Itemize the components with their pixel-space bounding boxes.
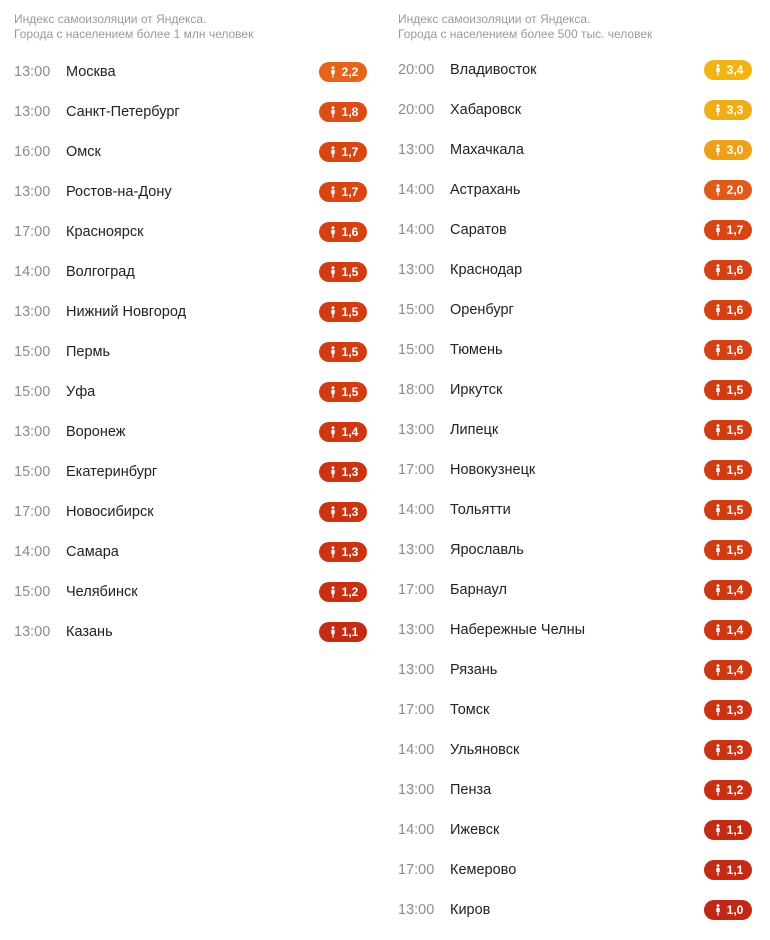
city-row (398, 450, 754, 490)
index-value: 3,0 (726, 143, 744, 157)
update-time: 13:00 (14, 624, 51, 640)
city-name: Краснодар (450, 262, 523, 278)
self-isolation-index-badge (319, 582, 367, 602)
person-icon (330, 106, 336, 118)
self-isolation-index-badge (704, 700, 752, 720)
person-icon (330, 506, 336, 518)
city-row (398, 50, 754, 90)
update-time: 17:00 (14, 224, 51, 240)
update-time: 13:00 (398, 142, 435, 158)
city-name: Махачкала (450, 142, 524, 158)
city-name: Ижевск (450, 822, 500, 838)
index-value: 1,7 (341, 185, 359, 199)
person-icon (330, 66, 336, 78)
update-time: 15:00 (14, 584, 51, 600)
update-time: 14:00 (14, 264, 51, 280)
city-name: Воронеж (66, 424, 126, 440)
city-name: Самара (66, 544, 119, 560)
person-icon (330, 426, 336, 438)
city-name: Новокузнецк (450, 462, 536, 478)
update-time: 13:00 (398, 622, 435, 638)
index-value: 1,3 (341, 465, 359, 479)
city-row (14, 92, 369, 132)
update-time: 14:00 (14, 544, 51, 560)
index-value: 1,5 (726, 463, 744, 477)
update-time: 14:00 (398, 742, 435, 758)
city-name: Пенза (450, 782, 492, 798)
city-row (398, 170, 754, 210)
self-isolation-index-badge (704, 740, 752, 760)
right-panel-header (398, 12, 754, 52)
person-icon (330, 186, 336, 198)
city-row (398, 330, 754, 370)
self-isolation-index-badge (319, 142, 367, 162)
self-isolation-index-badge (704, 540, 752, 560)
update-time: 13:00 (14, 64, 51, 80)
person-icon (330, 586, 336, 598)
index-value: 1,8 (341, 105, 359, 119)
index-value: 1,5 (726, 543, 744, 557)
person-icon (715, 184, 721, 196)
city-name: Ростов-на-Дону (66, 184, 172, 200)
left-panel-header (14, 12, 369, 52)
city-name: Пермь (66, 344, 111, 360)
city-row (398, 210, 754, 250)
person-icon (330, 546, 336, 558)
update-time: 17:00 (14, 504, 51, 520)
city-name: Новосибирск (66, 504, 154, 520)
update-time: 13:00 (14, 424, 51, 440)
update-time: 20:00 (398, 102, 435, 118)
index-value: 1,5 (726, 423, 744, 437)
index-value: 1,2 (341, 585, 359, 599)
city-name: Тольятти (450, 502, 511, 518)
person-icon (715, 304, 721, 316)
city-name: Астрахань (450, 182, 521, 198)
index-value: 1,5 (341, 305, 359, 319)
update-time: 13:00 (14, 184, 51, 200)
index-value: 1,1 (726, 863, 744, 877)
right-header-subtitle: Города с населением более 500 тыс. человек (398, 27, 653, 41)
person-icon (715, 904, 721, 916)
index-value: 1,6 (726, 303, 744, 317)
index-value: 1,4 (726, 583, 744, 597)
person-icon (330, 146, 336, 158)
city-row (14, 212, 369, 252)
right-ranking-panel (398, 12, 754, 930)
update-time: 15:00 (14, 384, 51, 400)
city-name: Волгоград (66, 264, 135, 280)
city-row (14, 132, 369, 172)
city-row (14, 332, 369, 372)
update-time: 15:00 (14, 464, 51, 480)
index-value: 1,4 (341, 425, 359, 439)
self-isolation-index-badge (319, 182, 367, 202)
person-icon (330, 346, 336, 358)
self-isolation-index-badge (704, 580, 752, 600)
city-row (398, 730, 754, 770)
index-value: 1,5 (726, 503, 744, 517)
self-isolation-index-badge (319, 422, 367, 442)
index-value: 1,5 (341, 385, 359, 399)
update-time: 13:00 (398, 262, 435, 278)
city-row (398, 250, 754, 290)
person-icon (330, 306, 336, 318)
city-row (398, 410, 754, 450)
city-row (14, 572, 369, 612)
update-time: 15:00 (14, 344, 51, 360)
city-name: Оренбург (450, 302, 514, 318)
city-row (398, 530, 754, 570)
right-header-title: Индекс самоизоляции от Яндекса. (398, 12, 591, 26)
city-name: Хабаровск (450, 102, 522, 118)
person-icon (715, 784, 721, 796)
self-isolation-index-badge (704, 460, 752, 480)
city-row (14, 612, 369, 652)
person-icon (330, 386, 336, 398)
city-name: Липецк (450, 422, 499, 438)
city-row (14, 452, 369, 492)
self-isolation-index-badge (319, 102, 367, 122)
city-row (398, 850, 754, 890)
city-row (14, 372, 369, 412)
update-time: 17:00 (398, 862, 435, 878)
index-value: 1,5 (341, 265, 359, 279)
index-value: 2,0 (726, 183, 744, 197)
city-row (14, 172, 369, 212)
city-name: Казань (66, 624, 113, 640)
index-value: 1,6 (726, 263, 744, 277)
index-value: 1,2 (726, 783, 744, 797)
city-row (398, 290, 754, 330)
person-icon (715, 144, 721, 156)
self-isolation-index-badge (704, 860, 752, 880)
person-icon (715, 664, 721, 676)
city-row (398, 370, 754, 410)
person-icon (330, 266, 336, 278)
self-isolation-index-badge (704, 340, 752, 360)
person-icon (715, 344, 721, 356)
self-isolation-index-badge (704, 220, 752, 240)
self-isolation-index-badge (319, 62, 367, 82)
update-time: 17:00 (398, 702, 435, 718)
index-value: 1,4 (726, 663, 744, 677)
self-isolation-index-badge (319, 542, 367, 562)
city-row (14, 52, 369, 92)
city-row (14, 492, 369, 532)
self-isolation-index-badge (704, 660, 752, 680)
city-name: Владивосток (450, 62, 537, 78)
self-isolation-index-badge (704, 260, 752, 280)
self-isolation-index-badge (704, 500, 752, 520)
update-time: 13:00 (398, 662, 435, 678)
city-name: Уфа (66, 384, 96, 400)
index-value: 1,6 (726, 343, 744, 357)
self-isolation-index-badge (704, 380, 752, 400)
city-row (398, 490, 754, 530)
self-isolation-index-badge (319, 342, 367, 362)
person-icon (330, 466, 336, 478)
self-isolation-index-badge (319, 382, 367, 402)
self-isolation-index-badge (704, 180, 752, 200)
self-isolation-index-badge (704, 780, 752, 800)
self-isolation-index-badge (704, 140, 752, 160)
person-icon (715, 224, 721, 236)
index-value: 1,3 (341, 505, 359, 519)
person-icon (715, 744, 721, 756)
update-time: 20:00 (398, 62, 435, 78)
city-name: Тюмень (450, 342, 503, 358)
left-ranking-panel (14, 12, 369, 652)
city-name: Саратов (450, 222, 507, 238)
self-isolation-index-badge (704, 100, 752, 120)
update-time: 14:00 (398, 502, 435, 518)
index-value: 1,5 (726, 383, 744, 397)
city-row (398, 130, 754, 170)
city-row (398, 570, 754, 610)
self-isolation-index-badge (704, 300, 752, 320)
city-row (398, 810, 754, 850)
city-row (398, 890, 754, 930)
city-name: Омск (66, 144, 101, 160)
update-time: 17:00 (398, 462, 435, 478)
city-row (398, 90, 754, 130)
person-icon (330, 626, 336, 638)
city-name: Красноярск (66, 224, 144, 240)
self-isolation-index-badge (319, 222, 367, 242)
left-city-list (14, 52, 369, 652)
update-time: 13:00 (398, 542, 435, 558)
person-icon (715, 544, 721, 556)
city-name: Киров (450, 902, 491, 918)
city-name: Челябинск (66, 584, 138, 600)
self-isolation-index-badge (704, 620, 752, 640)
city-name: Ульяновск (450, 742, 520, 758)
index-value: 1,3 (341, 545, 359, 559)
city-row (398, 650, 754, 690)
person-icon (715, 824, 721, 836)
person-icon (715, 584, 721, 596)
city-name: Нижний Новгород (66, 304, 187, 320)
city-name: Иркутск (450, 382, 503, 398)
self-isolation-index-badge (319, 502, 367, 522)
self-isolation-index-badge (319, 622, 367, 642)
person-icon (715, 424, 721, 436)
self-isolation-index-badge (704, 820, 752, 840)
person-icon (715, 264, 721, 276)
city-row (14, 292, 369, 332)
index-value: 1,4 (726, 623, 744, 637)
person-icon (330, 226, 336, 238)
index-value: 1,1 (341, 625, 359, 639)
person-icon (715, 64, 721, 76)
person-icon (715, 464, 721, 476)
person-icon (715, 384, 721, 396)
index-value: 3,4 (726, 63, 744, 77)
city-name: Москва (66, 64, 116, 80)
update-time: 17:00 (398, 582, 435, 598)
right-city-list (398, 50, 754, 930)
city-name: Кемерово (450, 862, 517, 878)
person-icon (715, 624, 721, 636)
index-value: 1,0 (726, 903, 744, 917)
index-value: 1,3 (726, 743, 744, 757)
index-value: 1,1 (726, 823, 744, 837)
person-icon (715, 864, 721, 876)
update-time: 13:00 (14, 104, 51, 120)
index-value: 1,7 (726, 223, 744, 237)
person-icon (715, 704, 721, 716)
city-name: Рязань (450, 662, 498, 678)
update-time: 14:00 (398, 222, 435, 238)
left-header-title: Индекс самоизоляции от Яндекса. (14, 12, 207, 26)
self-isolation-index-badge (319, 462, 367, 482)
update-time: 13:00 (398, 902, 435, 918)
update-time: 13:00 (398, 782, 435, 798)
index-value: 2,2 (341, 65, 359, 79)
update-time: 15:00 (398, 302, 435, 318)
city-name: Санкт-Петербург (66, 104, 180, 120)
update-time: 16:00 (14, 144, 51, 160)
update-time: 14:00 (398, 822, 435, 838)
index-value: 1,3 (726, 703, 744, 717)
update-time: 15:00 (398, 342, 435, 358)
self-isolation-index-badge (704, 60, 752, 80)
index-value: 1,5 (341, 345, 359, 359)
self-isolation-index-badge (704, 900, 752, 920)
update-time: 13:00 (14, 304, 51, 320)
city-row (398, 690, 754, 730)
left-header-subtitle: Города с населением более 1 млн человек (14, 27, 254, 41)
index-value: 1,7 (341, 145, 359, 159)
update-time: 18:00 (398, 382, 435, 398)
city-row (398, 770, 754, 810)
update-time: 13:00 (398, 422, 435, 438)
self-isolation-index-badge (704, 420, 752, 440)
city-name: Набережные Челны (450, 622, 586, 638)
city-name: Томск (450, 702, 490, 718)
person-icon (715, 104, 721, 116)
city-row (14, 532, 369, 572)
person-icon (715, 504, 721, 516)
city-row (14, 412, 369, 452)
city-name: Ярославль (450, 542, 524, 558)
city-row (398, 610, 754, 650)
self-isolation-index-badge (319, 262, 367, 282)
self-isolation-index-badge (319, 302, 367, 322)
city-name: Екатеринбург (66, 464, 158, 480)
city-name: Барнаул (450, 582, 507, 598)
index-value: 3,3 (726, 103, 744, 117)
index-value: 1,6 (341, 225, 359, 239)
update-time: 14:00 (398, 182, 435, 198)
city-row (14, 252, 369, 292)
